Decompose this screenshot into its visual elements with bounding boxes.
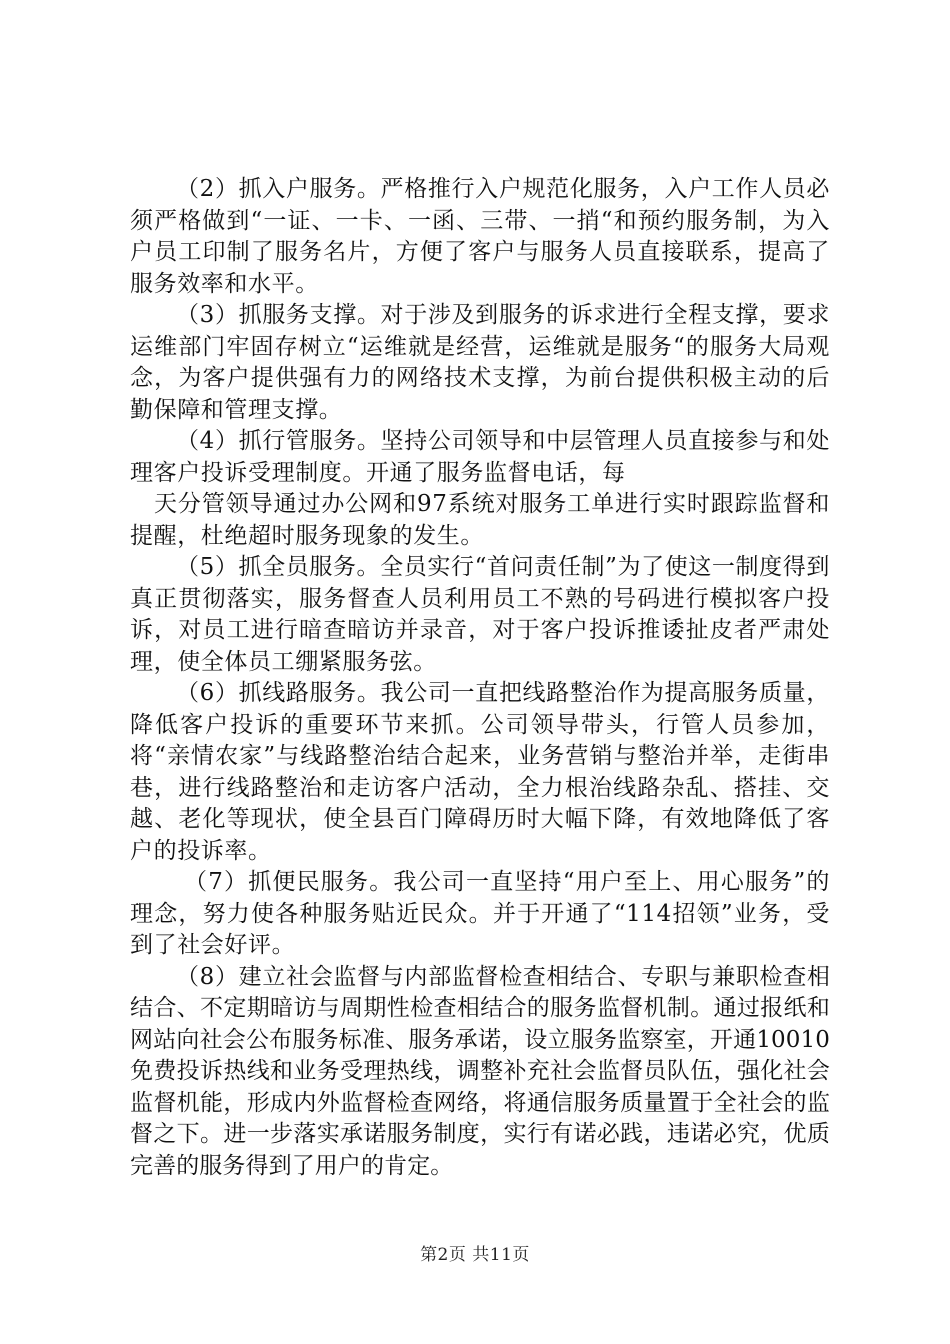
paragraph-item-6-line-service: （6）抓线路服务。我公司一直把线路整治作为提高服务质量，降低客户投诉的重要环节来抓。公司领导带头，行管人员参加，将“亲情农家”与线路整治结合起来，业务营销与整治并举，走街串巷，进行线路整治和走访客户活动，全力根治线路杂乱、搭挂、交越、老化等现状，使全县百门障碍历时大幅下降，有效地降低了客户的投诉率。 xyxy=(130,680,830,864)
paragraph-item-4-admin-service: （4）抓行管服务。坚持公司领导和中层管理人员直接参与和处理客户投诉受理制度。开通了服务监督电话，每 xyxy=(130,428,830,486)
paragraph-item-2-entry-service: （2）抓入户服务。严格推行入户规范化服务，入户工作人员必须严格做到“一证、一卡、一函、三带、一捎“和预约服务制，为入户员工印制了服务名片，方便了客户与服务人员直接联系，提高了服务效率和水平。 xyxy=(130,176,830,297)
page-number-footer: 第2页 共11页 xyxy=(420,1245,530,1265)
paragraph-item-3-service-support: （3）抓服务支撑。对于涉及到服务的诉求进行全程支撑，要求运维部门牢固存树立“运维就是经营，运维就是服务“的服务大局观念，为客户提供强有力的网络技术支撑，为前台提供积极主动的后勤保障和管理支撑。 xyxy=(130,302,830,423)
paragraph-item-5-all-staff-service: （5）抓全员服务。全员实行“首问责任制”为了使这一制度得到真正贯彻落实，服务督查人员利用员工不熟的号码进行模拟客户投诉，对员工进行暗查暗访并录音，对于客户投诉推诿扯皮者严肃处理，使全体员工绷紧服务弦。 xyxy=(130,554,830,675)
paragraph-item-8-supervision-mechanism: （8）建立社会监督与内部监督检查相结合、专职与兼职检查相结合、不定期暗访与周期性检查相结合的服务监督机制。通过报纸和网站向社会公布服务标准、服务承诺，设立服务监察室，开通10010免费投诉热线和业务受理热线，调整补充社会监督员队伍，强化社会监督机能，形成内外监督检查网络，将通信服务质量置于全社会的监督之下。进一步落实承诺服务制度，实行有诺必践，违诺必究，优质完善的服务得到了用户的肯定。 xyxy=(130,963,830,1179)
paragraph-item-4-continuation: 天分管领导通过办公网和97系统对服务工单进行实时跟踪监督和提醒，杜绝超时服务现象的发生。 xyxy=(130,491,830,549)
document-body xyxy=(130,174,830,1182)
paragraph-item-7-convenience-service: （7）抓便民服务。我公司一直坚持“用户至上、用心服务”的理念，努力使各种服务贴近民众。并于开通了“114招领”业务，受到了社会好评。 xyxy=(130,869,830,958)
